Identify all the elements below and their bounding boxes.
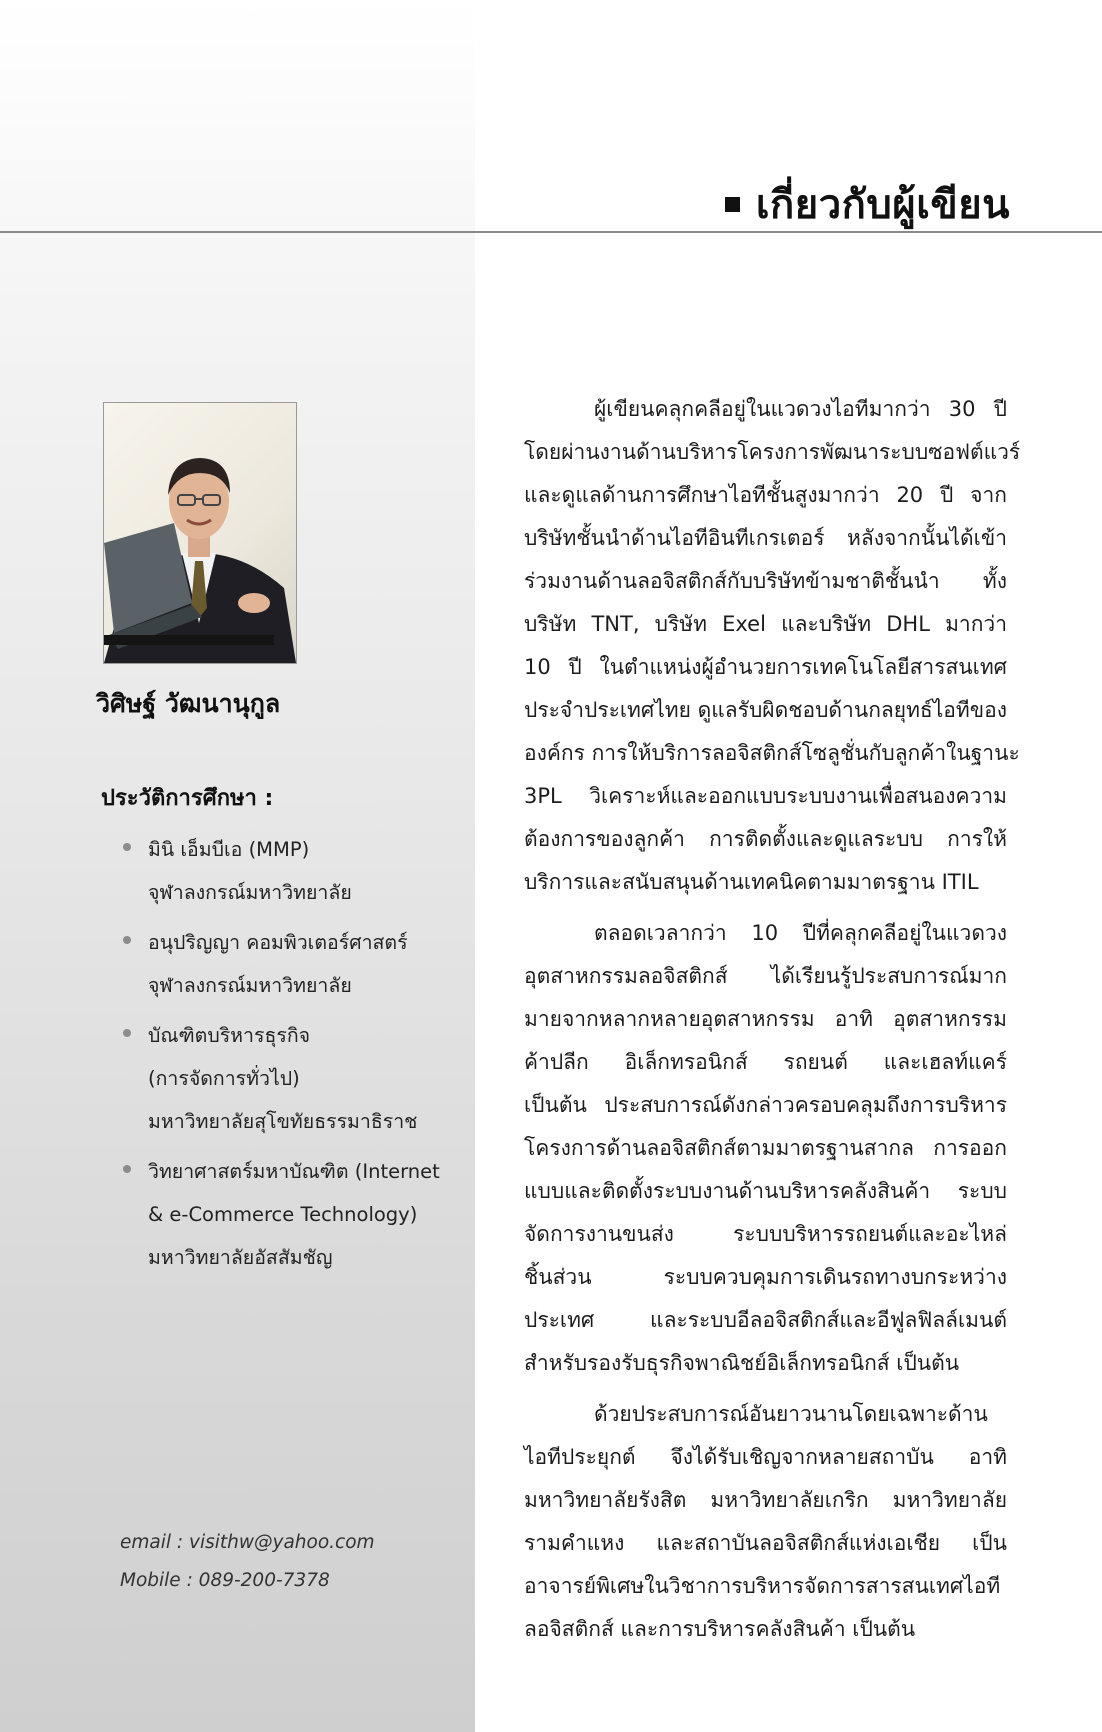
education-item bbox=[120, 828, 470, 914]
paragraph-line: 10 ปี ในตำแหน่งผู้อำนวยการเทคโนโลยีสารสนเทศ bbox=[524, 655, 1007, 679]
education-item-line: อนุปริญญา คอมพิวเตอร์ศาสตร์ bbox=[148, 931, 408, 954]
page-title: เกี่ยวกับผู้เขียน bbox=[755, 182, 1010, 228]
contact-info bbox=[120, 1524, 375, 1600]
paragraph-line: ชิ้นส่วน ระบบควบคุมการเดินรถทางบกระหว่าง bbox=[524, 1265, 1007, 1289]
biography-text bbox=[524, 388, 1021, 1659]
paragraph-line: อาจารย์พิเศษในวิชาการบริหารจัดการสารสนเทศไอที bbox=[524, 1574, 1001, 1598]
paragraph-line: สำหรับรองรับธุรกิจพาณิชย์อิเล็กทรอนิกส์ เป็นต้น bbox=[524, 1351, 960, 1375]
paragraph-line: ไอทีประยุกต์ จึงได้รับเชิญจากหลายสถาบัน อาทิ bbox=[524, 1445, 1007, 1469]
education-item-line: (การจัดการทั่วไป) bbox=[148, 1067, 300, 1090]
author-photo bbox=[103, 402, 297, 664]
square-bullet-icon bbox=[725, 197, 740, 212]
biography-paragraph bbox=[524, 912, 1007, 1385]
education-item-line: & e-Commerce Technology) bbox=[148, 1203, 418, 1226]
page-header bbox=[725, 172, 1010, 236]
education-item-line: มินิ เอ็มบีเอ (MMP) bbox=[148, 838, 310, 861]
paragraph-line: ต้องการของลูกค้า การติดตั้งและดูแลระบบ การให้ bbox=[524, 827, 1007, 851]
contact-email[interactable]: email : visithw@yahoo.com bbox=[120, 1532, 375, 1553]
header-divider bbox=[0, 231, 1102, 233]
education-item bbox=[120, 1150, 470, 1279]
paragraph-line: เป็นต้น ประสบการณ์ดังกล่าวครอบคลุมถึงการบริหาร bbox=[524, 1093, 1007, 1117]
education-item bbox=[120, 921, 470, 1007]
bullet-icon bbox=[123, 843, 131, 851]
paragraph-line: บริษัท TNT, บริษัท Exel และบริษัท DHL มากว่า bbox=[524, 612, 1007, 636]
education-item-line: มหาวิทยาลัยสุโขทัยธรรมาธิราช bbox=[148, 1110, 418, 1133]
paragraph-line: ค้าปลีก อิเล็กทรอนิกส์ รถยนต์ และเฮลท์แคร์ bbox=[524, 1050, 1007, 1074]
paragraph-line: มายจากหลากหลายอุตสาหกรรม อาทิ อุตสาหกรรม bbox=[524, 1007, 1007, 1031]
paragraph-line: ด้วยประสบการณ์อันยาวนานโดยเฉพาะด้าน bbox=[594, 1402, 988, 1426]
paragraph-line: บริษัทชั้นนำด้านไอทีอินทีเกรเตอร์ หลังจากนั้นได้เข้า bbox=[524, 526, 1007, 550]
education-item-line: มหาวิทยาลัยอัสสัมชัญ bbox=[148, 1246, 333, 1269]
bullet-icon bbox=[123, 1029, 131, 1037]
bullet-icon bbox=[123, 936, 131, 944]
biography-paragraph bbox=[524, 1393, 1007, 1651]
education-heading: ประวัติการศึกษา : bbox=[101, 786, 274, 811]
paragraph-line: ร่วมงานด้านลอจิสติกส์กับบริษัทข้ามชาติชั้นนำ ทั้ง bbox=[524, 569, 1007, 593]
author-portrait-illustration bbox=[104, 403, 296, 663]
paragraph-line: องค์กร การให้บริการลอจิสติกส์โซลูชั่นกับลูกค้าในฐานะ bbox=[524, 741, 1020, 765]
bullet-icon bbox=[123, 1165, 131, 1173]
contact-mobile: Mobile : 089-200-7378 bbox=[120, 1570, 330, 1591]
paragraph-line: ตลอดเวลากว่า 10 ปีที่คลุกคลีอยู่ในแวดวง bbox=[594, 921, 1007, 945]
biography-paragraph bbox=[524, 388, 1021, 904]
paragraph-line: โครงการด้านลอจิสติกส์ตามมาตรฐานสากล การออก bbox=[524, 1136, 1007, 1160]
education-item bbox=[120, 1014, 470, 1143]
paragraph-line: และดูแลด้านการศึกษาไอทีชั้นสูงมากว่า 20 ปี จาก bbox=[524, 483, 1007, 507]
education-item-line: จุฬาลงกรณ์มหาวิทยาลัย bbox=[148, 881, 352, 904]
paragraph-line: มหาวิทยาลัยรังสิต มหาวิทยาลัยเกริก มหาวิทยาลัย bbox=[524, 1488, 1007, 1512]
paragraph-line: ลอจิสติกส์ และการบริหารคลังสินค้า เป็นต้น bbox=[524, 1617, 916, 1641]
paragraph-line: ประจำประเทศไทย ดูแลรับผิดชอบด้านกลยุทธ์ไอทีของ bbox=[524, 698, 1007, 722]
education-item-line: วิทยาศาสตร์มหาบัณฑิต (Internet bbox=[148, 1160, 440, 1183]
paragraph-line: โดยผ่านงานด้านบริหารโครงการพัฒนาระบบซอฟต์แวร์ bbox=[524, 440, 1021, 464]
education-item-line: จุฬาลงกรณ์มหาวิทยาลัย bbox=[148, 974, 352, 997]
paragraph-line: รามคำแหง และสถาบันลอจิสติกส์แห่งเอเชีย เป็น bbox=[524, 1531, 1007, 1555]
paragraph-line: แบบและติดตั้งระบบงานด้านบริหารคลังสินค้า ระบบ bbox=[524, 1179, 1007, 1203]
paragraph-line: บริการและสนับสนุนด้านเทคนิคตามมาตรฐาน ITIL bbox=[524, 870, 979, 894]
paragraph-line: 3PL วิเคราะห์และออกแบบระบบงานเพื่อสนองความ bbox=[524, 784, 1007, 808]
education-list bbox=[120, 828, 470, 1286]
education-item-line: บัณฑิตบริหารธุรกิจ bbox=[148, 1024, 311, 1047]
paragraph-line: ประเทศ และระบบอีลอจิสติกส์และอีฟูลฟิลล์เมนต์ bbox=[524, 1308, 1007, 1332]
paragraph-line: ผู้เขียนคลุกคลีอยู่ในแวดวงไอทีมากว่า 30 ปี bbox=[594, 397, 1007, 421]
paragraph-line: จัดการงานขนส่ง ระบบบริหารรถยนต์และอะไหล่ bbox=[524, 1222, 1007, 1246]
author-name: วิศิษฐ์ วัฒนานุกูล bbox=[96, 689, 281, 718]
paragraph-line: อุตสาหกรรมลอจิสติกส์ ได้เรียนรู้ประสบการณ์มาก bbox=[524, 964, 1007, 988]
